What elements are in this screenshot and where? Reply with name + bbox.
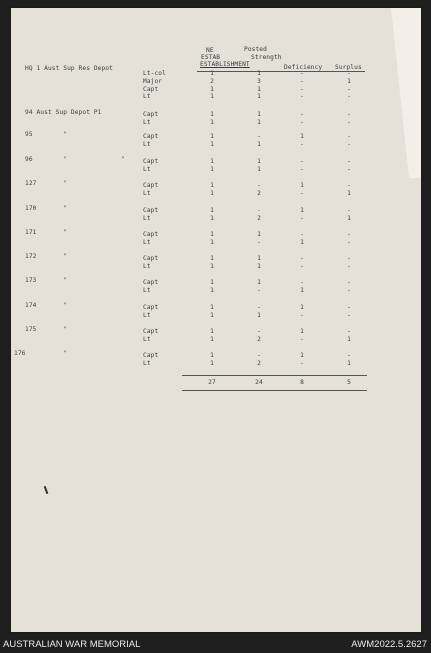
total-posted: 24 xyxy=(255,379,263,386)
cell-establishment: 1 xyxy=(210,238,214,246)
rank-label: Lt xyxy=(143,286,151,294)
cell-establishment: 1 xyxy=(210,231,214,238)
cell-deficiency: - xyxy=(300,70,304,77)
rank-label: Lt xyxy=(143,140,151,148)
cell-deficiency: - xyxy=(300,231,304,238)
cell-surplus: - xyxy=(347,255,351,262)
rank-label: Lt xyxy=(143,359,151,367)
header-surplus: Surplus xyxy=(335,64,362,71)
cell-posted: 1 xyxy=(257,118,261,126)
cell-posted: 1 xyxy=(257,262,261,270)
total-deficiency: 8 xyxy=(300,379,304,386)
cell-establishment: 1 xyxy=(210,255,214,262)
depot-name: 127 xyxy=(25,180,37,187)
cell-establishment: 1 xyxy=(210,93,214,101)
ditto-mark: " xyxy=(63,229,67,236)
ditto-mark: " xyxy=(63,156,67,163)
rank-label: Capt xyxy=(143,231,159,238)
rank-label: Lt xyxy=(143,214,151,222)
rank-label: Lt-col xyxy=(143,70,166,77)
cell-posted: 1 xyxy=(257,231,261,238)
cell-posted: - xyxy=(257,304,261,311)
depot-name: 171 xyxy=(25,229,37,236)
cell-surplus: - xyxy=(347,262,351,270)
rank-label: Capt xyxy=(143,158,159,165)
cell-posted: 3 xyxy=(257,77,261,85)
cell-posted: - xyxy=(257,133,261,140)
cell-deficiency: - xyxy=(300,335,304,343)
depot-name: 174 xyxy=(25,302,37,309)
rank-label: Major xyxy=(143,77,163,85)
cell-deficiency: - xyxy=(300,85,304,93)
cell-deficiency: 1 xyxy=(300,304,304,311)
cell-establishment: 1 xyxy=(210,311,214,319)
cell-posted: 1 xyxy=(257,279,261,286)
cell-posted: 1 xyxy=(257,255,261,262)
rank-label: Lt xyxy=(143,165,151,173)
cell-establishment: 1 xyxy=(210,133,214,140)
cell-deficiency: 1 xyxy=(300,286,304,294)
cell-deficiency: - xyxy=(300,214,304,222)
cell-establishment: 1 xyxy=(210,359,214,367)
cell-establishment: 1 xyxy=(210,286,214,294)
cell-surplus: - xyxy=(347,85,351,93)
depot-name: 95 xyxy=(25,131,33,138)
ditto-mark: " xyxy=(63,180,67,187)
header-deficiency: Deficiency xyxy=(284,64,323,71)
cell-deficiency: - xyxy=(300,279,304,286)
cell-posted: - xyxy=(257,286,261,294)
rank-label: Capt xyxy=(143,133,159,140)
cell-deficiency: - xyxy=(300,111,304,118)
cell-posted: 1 xyxy=(257,93,261,101)
depot-name: HQ 1 Aust Sup Res Depot xyxy=(25,65,113,72)
cell-surplus: - xyxy=(347,133,351,140)
footer-institution: AUSTRALIAN WAR MEMORIAL xyxy=(3,639,141,650)
rank-label: Capt xyxy=(143,111,159,118)
cell-posted: 1 xyxy=(257,165,261,173)
cell-surplus: - xyxy=(347,352,351,359)
ditto-mark: " xyxy=(63,302,67,309)
cell-posted: 2 xyxy=(257,335,261,343)
cell-posted: 1 xyxy=(257,70,261,77)
cell-deficiency: - xyxy=(300,262,304,270)
rank-label: Capt xyxy=(143,328,159,335)
total-rule-top xyxy=(182,375,367,376)
cell-surplus: 1 xyxy=(347,335,351,343)
pencil-mark xyxy=(44,486,49,494)
cell-establishment: 1 xyxy=(210,335,214,343)
cell-surplus: - xyxy=(347,158,351,165)
cell-deficiency: - xyxy=(300,359,304,367)
cell-surplus: 1 xyxy=(347,359,351,367)
cell-deficiency: - xyxy=(300,118,304,126)
footer-reference: AWM2022.5.2627 xyxy=(351,639,427,650)
cell-posted: 2 xyxy=(257,214,261,222)
cell-establishment: 1 xyxy=(210,70,214,77)
depot-name: 170 xyxy=(25,205,37,212)
rank-label: Lt xyxy=(143,262,151,270)
cell-deficiency: 1 xyxy=(300,352,304,359)
cell-posted: - xyxy=(257,207,261,214)
total-rule-bottom xyxy=(182,390,367,391)
cell-deficiency: - xyxy=(300,93,304,101)
ditto-mark: " xyxy=(63,350,67,357)
rank-label: Capt xyxy=(143,279,159,286)
rank-label: Lt xyxy=(143,335,151,343)
cell-deficiency: - xyxy=(300,311,304,319)
ditto-mark: " xyxy=(63,131,67,138)
ditto-mark: " xyxy=(63,253,67,260)
header-rule xyxy=(197,71,365,72)
total-surplus: 5 xyxy=(347,379,351,386)
cell-posted: 1 xyxy=(257,111,261,118)
cell-deficiency: - xyxy=(300,140,304,148)
cell-surplus: - xyxy=(347,118,351,126)
cell-surplus: - xyxy=(347,286,351,294)
cell-surplus: - xyxy=(347,140,351,148)
rank-label: Capt xyxy=(143,207,159,214)
cell-surplus: - xyxy=(347,182,351,189)
cell-surplus: 1 xyxy=(347,77,351,85)
archive-footer xyxy=(0,637,431,651)
rank-label: Lt xyxy=(143,93,151,101)
cell-surplus: - xyxy=(347,111,351,118)
ditto-mark: " xyxy=(121,156,125,163)
cell-establishment: 2 xyxy=(210,77,214,85)
cell-surplus: - xyxy=(347,279,351,286)
rank-label: Lt xyxy=(143,118,151,126)
header-establishment: ESTAB xyxy=(201,54,221,61)
depot-name: 96 xyxy=(25,156,33,163)
cell-posted: - xyxy=(257,182,261,189)
cell-establishment: 1 xyxy=(210,262,214,270)
cell-posted: - xyxy=(257,328,261,335)
cell-surplus: - xyxy=(347,93,351,101)
document-sheet xyxy=(11,8,421,632)
folded-corner xyxy=(391,8,421,178)
rank-label: Capt xyxy=(143,304,159,311)
cell-establishment: 1 xyxy=(210,85,214,93)
cell-surplus: 1 xyxy=(347,214,351,222)
rank-label: Capt xyxy=(143,182,159,189)
cell-surplus: - xyxy=(347,238,351,246)
rank-label: Capt xyxy=(143,255,159,262)
total-estab: 27 xyxy=(208,379,216,386)
cell-establishment: 1 xyxy=(210,140,214,148)
cell-deficiency: - xyxy=(300,158,304,165)
cell-establishment: 1 xyxy=(210,352,214,359)
cell-establishment: 1 xyxy=(210,189,214,197)
rank-label: Lt xyxy=(143,189,151,197)
cell-posted: 2 xyxy=(257,189,261,197)
cell-surplus: - xyxy=(347,231,351,238)
cell-deficiency: 1 xyxy=(300,328,304,335)
cell-establishment: 1 xyxy=(210,165,214,173)
depot-name: 172 xyxy=(25,253,37,260)
cell-deficiency: 1 xyxy=(300,133,304,140)
cell-surplus: 1 xyxy=(347,189,351,197)
cell-surplus: - xyxy=(347,165,351,173)
cell-posted: 1 xyxy=(257,311,261,319)
cell-establishment: 1 xyxy=(210,207,214,214)
depot-name: 176 xyxy=(14,350,26,357)
cell-deficiency: 1 xyxy=(300,182,304,189)
cell-surplus: - xyxy=(347,207,351,214)
cell-establishment: 1 xyxy=(210,328,214,335)
cell-surplus: - xyxy=(347,304,351,311)
header-strength: Strength xyxy=(251,54,282,61)
cell-posted: 1 xyxy=(257,158,261,165)
depot-name: 94 Aust Sup Depot P1 xyxy=(25,109,102,116)
cell-deficiency: - xyxy=(300,165,304,173)
cell-deficiency: 1 xyxy=(300,238,304,246)
cell-establishment: 1 xyxy=(210,182,214,189)
ditto-mark: " xyxy=(63,205,67,212)
rank-label: Capt xyxy=(143,352,159,359)
cell-surplus: - xyxy=(347,328,351,335)
header-posted: Posted xyxy=(244,46,267,53)
cell-establishment: 1 xyxy=(210,158,214,165)
cell-deficiency: - xyxy=(300,255,304,262)
cell-surplus: - xyxy=(347,70,351,77)
cell-deficiency: 1 xyxy=(300,207,304,214)
header-ne: NE xyxy=(206,47,214,54)
cell-establishment: 1 xyxy=(210,111,214,118)
cell-surplus: - xyxy=(347,311,351,319)
cell-posted: - xyxy=(257,238,261,246)
cell-posted: 1 xyxy=(257,140,261,148)
depot-name: 175 xyxy=(25,326,37,333)
depot-name: 173 xyxy=(25,277,37,284)
cell-establishment: 1 xyxy=(210,279,214,286)
rank-label: Lt xyxy=(143,311,151,319)
ditto-mark: " xyxy=(63,326,67,333)
ditto-mark: " xyxy=(63,277,67,284)
cell-posted: 2 xyxy=(257,359,261,367)
cell-deficiency: - xyxy=(300,189,304,197)
cell-establishment: 1 xyxy=(210,118,214,126)
rank-label: Capt xyxy=(143,85,159,93)
cell-establishment: 1 xyxy=(210,214,214,222)
cell-posted: - xyxy=(257,352,261,359)
cell-establishment: 1 xyxy=(210,304,214,311)
cell-posted: 1 xyxy=(257,85,261,93)
rank-label: Lt xyxy=(143,238,151,246)
cell-deficiency: - xyxy=(300,77,304,85)
header-establishment-typed: ESTABLISHMENT xyxy=(200,61,250,68)
